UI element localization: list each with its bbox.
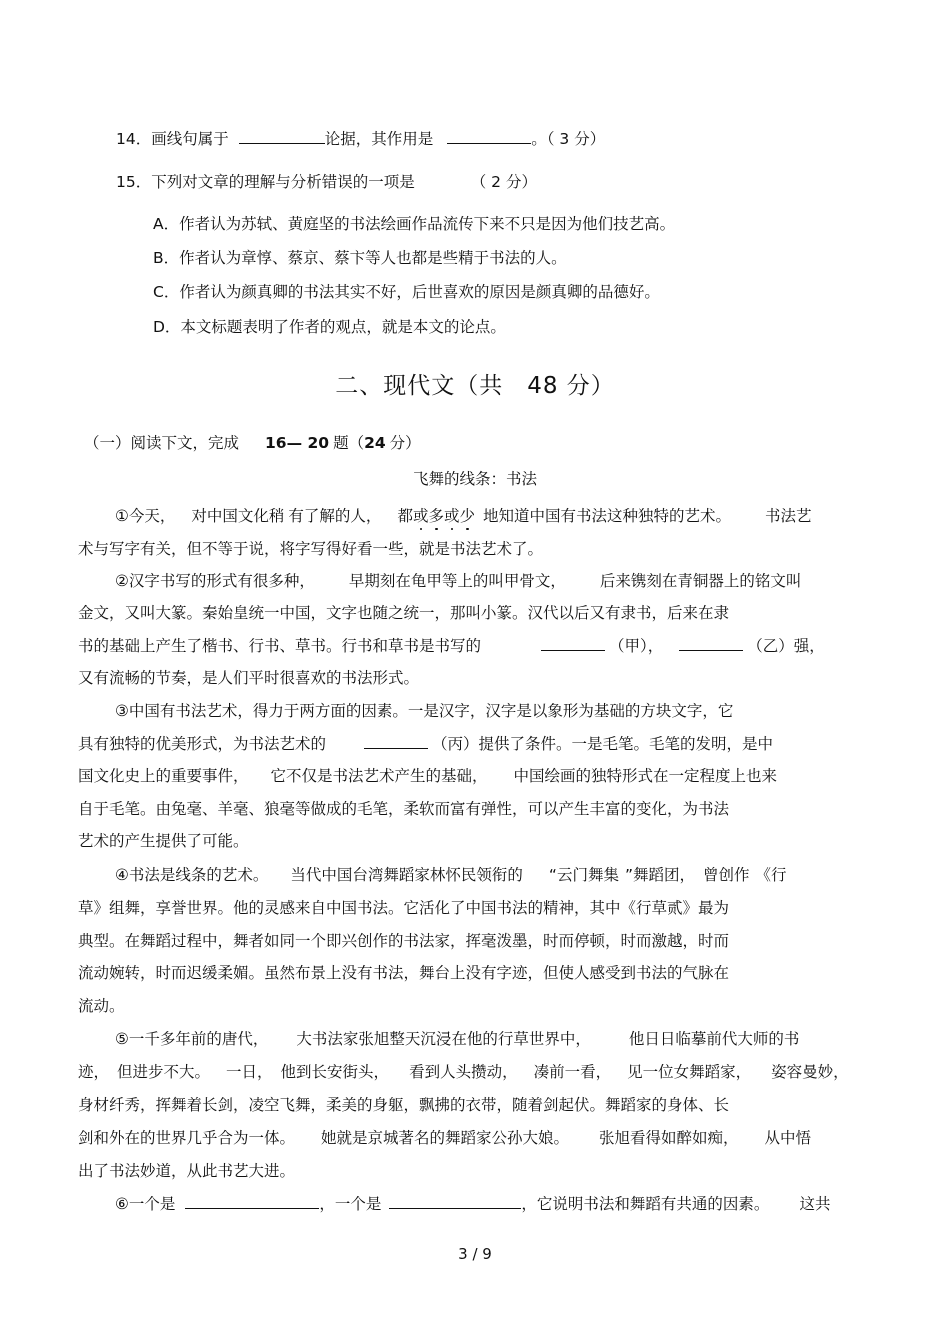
blank-first xyxy=(185,1194,319,1209)
p2-line-2: 金文，又叫大篆。秦始皇统一中国，文字也随之统一，那叫小篆。汉代以后又有隶书，后来在隶 xyxy=(78,604,730,622)
reading-instruction xyxy=(84,432,421,454)
p3-line-3: 国文化史上的重要事件， 它不仅是书法艺术产生的基础， 中国绘画的独特形式在一定程度上也来 xyxy=(78,767,778,785)
option-a: A．作者认为苏轼、黄庭坚的书法绘画作品流传下来不只是因为他们技艺高。 xyxy=(153,215,676,233)
p5-line-3: 身材纤秀，挥舞着长剑，凌空飞舞，柔美的身躯，飘拂的衣带，随着剑起伏。舞蹈家的身体、长 xyxy=(78,1096,730,1114)
p3-line-2: 具有独特的优美形式，为书法艺术的 （丙）提供了条件。一是毛笔。毛笔的发明，是中 xyxy=(78,735,774,753)
section-heading: 二、现代文（共 48 分） xyxy=(335,373,615,399)
p2-line-4: 又有流畅的节奏，是人们平时很喜欢的书法形式。 xyxy=(78,669,420,687)
p4-line-5: 流动。 xyxy=(78,997,125,1015)
p3-line-1: ③中国有书法艺术，得力于两方面的因素。一是汉字，汉字是以象形为基础的方块文字，它 xyxy=(115,702,734,720)
instruction-text-2: 题（ xyxy=(333,434,365,452)
q14-blank-2 xyxy=(447,129,531,144)
page-number: 3 / 9 xyxy=(458,1245,492,1263)
p4-line-4: 流动婉转，时而迟缓柔媚。虽然布景上没有书法，舞台上没有字迹，但使人感受到书法的气脉在 xyxy=(78,964,730,982)
p5-line-4: 剑和外在的世界几乎合为一体。 她就是京城著名的舞蹈家公孙大娘。 张旭看得如醉如痴， 从中悟 xyxy=(78,1129,812,1147)
p5-line-1: ⑤一千多年前的唐代， 大书法家张旭整天沉浸在他的行草世界中， 他日日临摹前代大师的书 xyxy=(115,1030,800,1048)
p4-line-1: ④书法是线条的艺术。 当代中国台湾舞蹈家林怀民领衔的 “云门舞集 ”舞蹈团， 曾创作 《行 xyxy=(115,866,787,884)
question-14 xyxy=(116,128,605,150)
q14-text-c: 。（ 3 分） xyxy=(531,130,606,148)
p1-line-2: 术与写字有关，但不等于说，将字写得好看一些，就是书法艺术了。 xyxy=(78,540,544,558)
blank-second xyxy=(389,1194,521,1209)
q14-text-b: 论据，其作用是 xyxy=(324,130,434,148)
blank-jia xyxy=(541,636,605,651)
p1-line-1: ①今天， 对中国文化稍 有了解的人， 都或多或少 地知道中国有书法这种独特的艺术。 书法艺 xyxy=(115,507,812,525)
instruction-text-3: 分） xyxy=(389,434,421,452)
p4-line-3: 典型。在舞蹈过程中，舞者如同一个即兴创作的书法家，挥毫泼墨，时而停顿，时而激越，时而 xyxy=(78,932,730,950)
question-15 xyxy=(116,171,537,193)
section-score: 24 xyxy=(364,434,386,452)
blank-yi xyxy=(679,636,743,651)
p3-line-4: 自于毛笔。由兔毫、羊毫、狼毫等做成的毛笔，柔软而富有弹性，可以产生丰富的变化，为书法 xyxy=(78,800,730,818)
option-d: D．本文标题表明了作者的观点，就是本文的论点。 xyxy=(153,318,506,336)
p2-line-3: 书的基础上产生了楷书、行书、草书。行书和草书是书写的 （甲）， （乙）强， xyxy=(78,637,825,655)
q15-stem: 15．下列对文章的理解与分析错误的一项是 xyxy=(116,173,415,191)
q14-blank-1 xyxy=(239,129,325,144)
article-title: 飞舞的线条：书法 xyxy=(412,470,537,488)
instruction-text: （一）阅读下文，完成 xyxy=(84,434,240,452)
p4-line-2: 草》组舞，享誉世界。他的灵感来自中国书法。它活化了中国书法的精神，其中《行草贰》最为 xyxy=(78,899,730,917)
option-c: C．作者认为颜真卿的书法其实不好，后世喜欢的原因是颜真卿的品德好。 xyxy=(153,283,660,301)
q15-score: （ 2 分） xyxy=(470,173,537,191)
p5-line-2: 迹， 但进步不大。 一日， 他到长安街头， 看到人头攒动， 凑前一看， 见一位女舞蹈家， 姿容曼妙， xyxy=(78,1063,849,1081)
question-range: 16— 20 xyxy=(265,434,330,452)
p5-line-5: 出了书法妙道，从此书艺大进。 xyxy=(78,1162,296,1180)
blank-bing xyxy=(364,734,428,749)
p2-line-1: ②汉字书写的形式有很多种， 早期刻在龟甲等上的叫甲骨文， 后来镌刻在青铜器上的铭文叫 xyxy=(115,572,802,590)
option-b: B．作者认为章惇、蔡京、蔡卞等人也都是些精于书法的人。 xyxy=(153,249,567,267)
p3-line-5: 艺术的产生提供了可能。 xyxy=(78,832,249,850)
p6-line-1: ⑥一个是 ，一个是 ，它说明书法和舞蹈有共通的因素。 这共 xyxy=(115,1195,831,1213)
q14-text-a: 14．画线句属于 xyxy=(116,130,229,148)
